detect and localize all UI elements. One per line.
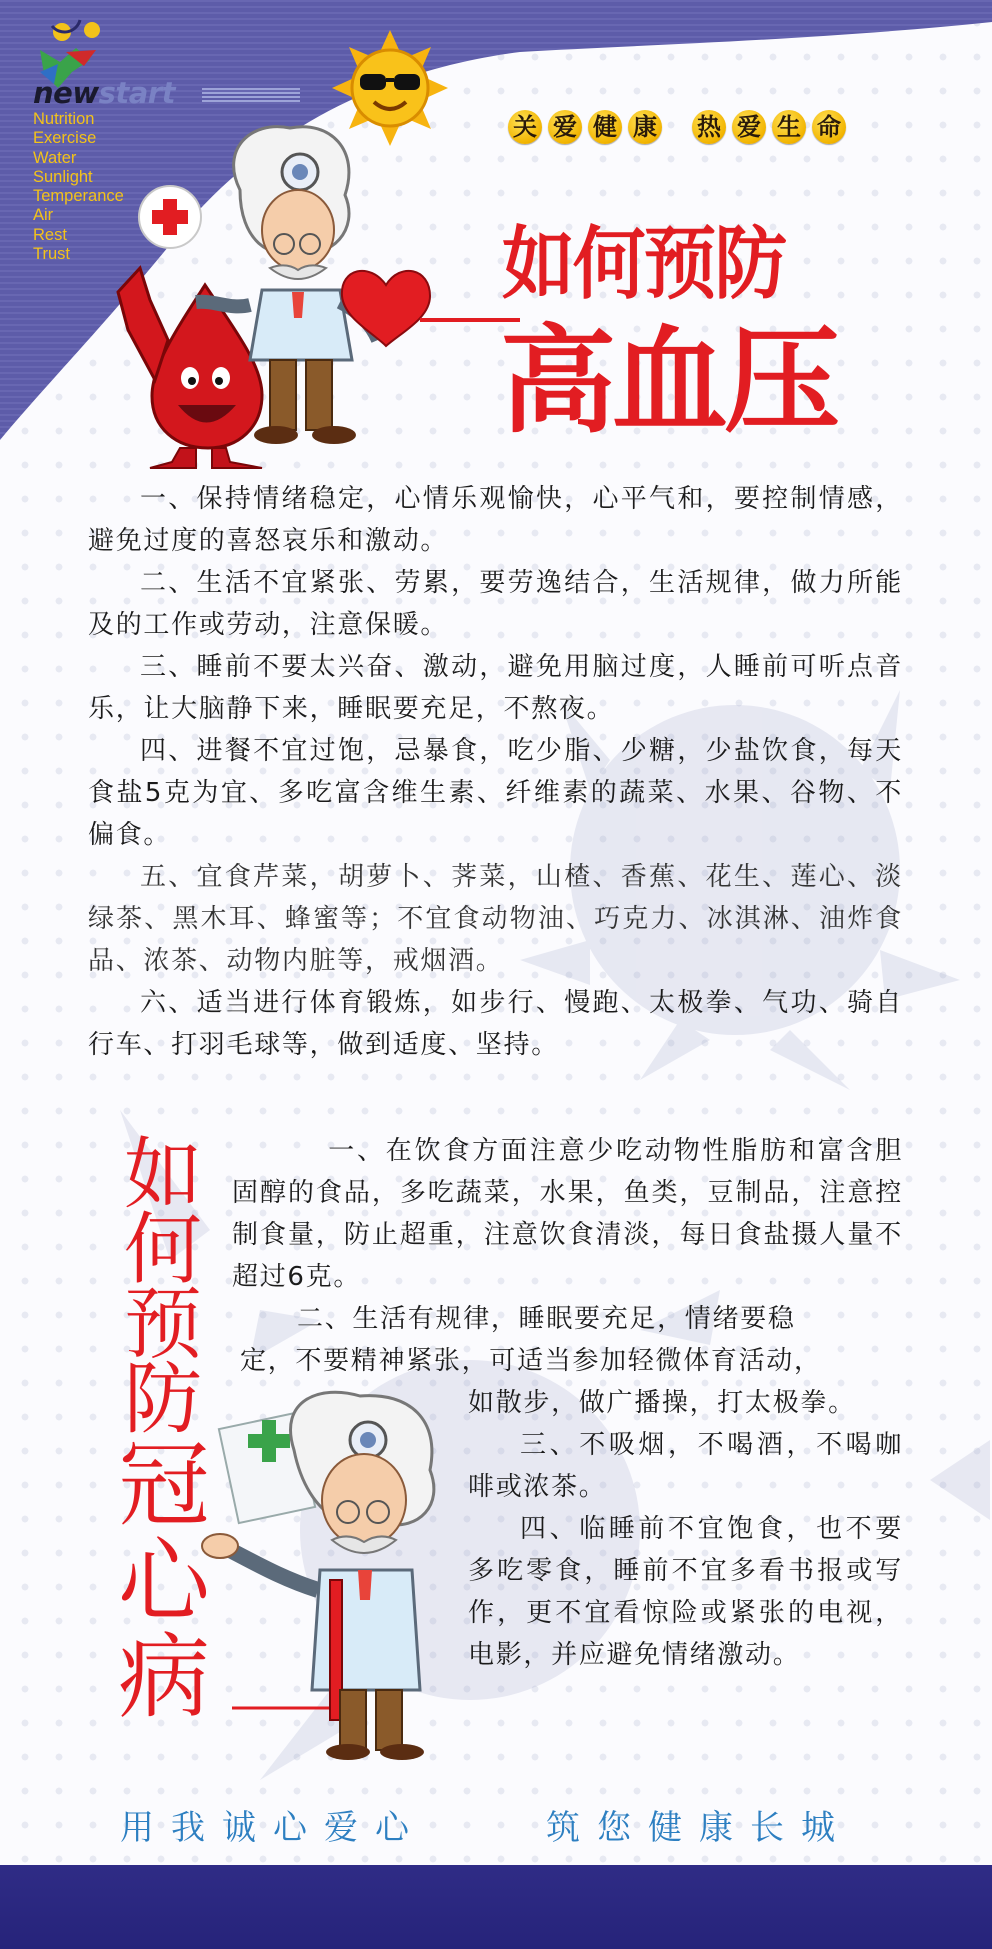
logo-decorative-lines (202, 88, 300, 102)
acronym-item: Exercise (33, 129, 97, 148)
acronym-item: Nutrition (33, 110, 95, 128)
title-char: 病 (118, 1624, 211, 1731)
chd-tip-line: 如散步，做广播操，打太极拳。 (468, 1388, 856, 1418)
hypertension-tips (88, 478, 903, 1066)
slogan-char: 热 (692, 110, 726, 144)
chd-tip-line: 二、生活有规律，睡眠要充足，情绪要稳 (297, 1304, 796, 1334)
acronym-item: Water (33, 148, 77, 167)
chd-tip-paragraph: 一、在饮食方面注意少吃动物性脂肪和富含胆固醇的食品，多吃蔬菜，水果，鱼类，豆制品，注意控制食量，防止超重，注意饮食清淡，每日食盐摄人量不超过6克。 (232, 1136, 903, 1292)
tip-paragraph: 一、保持情绪稳定，心情乐观愉快，心平气和，要控制情感，避免过度的喜怒哀乐和激动。 (88, 484, 903, 556)
slogan-char: 生 (772, 110, 806, 144)
footer-slogan-right: 筑您健康长城 (546, 1808, 852, 1848)
blood-drop-mascot (118, 268, 262, 468)
chd-tip-paragraph: 四、临睡前不宜饱食，也不要多吃零食，睡前不宜多看书报或写作，更不宜看惊险或紧张的电视，电影，并应避免情绪激动。 (468, 1514, 903, 1670)
red-cross-icon (139, 186, 201, 248)
title-char: 心 (118, 1528, 211, 1635)
logo-text-new: new (33, 76, 99, 110)
chd-tip-paragraph: 三、不吸烟，不喝酒，不喝咖啡或浓茶。 (468, 1430, 903, 1502)
slogan-char: 命 (812, 110, 846, 144)
title-char: 冠 (118, 1432, 211, 1539)
title-char: 预 (123, 1280, 202, 1370)
acronym-item: Trust (33, 245, 70, 264)
chd-tips-right (468, 1382, 903, 1676)
slogan-char: 爱 (732, 110, 766, 144)
acronym-item: Temperance (33, 187, 124, 206)
newstart-logo (33, 76, 175, 110)
title-char: 防 (123, 1355, 202, 1445)
title-line-1: 如何预防 (502, 218, 786, 310)
tip-paragraph: 三、睡前不要太兴奋、激动，避免用脑过度，人睡前可听点音乐，让大脑静下来，睡眠要充足，不熬夜。 (88, 652, 903, 724)
chd-tip-line: 定，不要精神紧张，可适当参加轻微体育活动， (240, 1346, 822, 1376)
title-char: 何 (123, 1205, 202, 1295)
chd-tips (232, 1130, 903, 1382)
tip-paragraph: 二、生活不宜紧张、劳累，要劳逸结合，生活规律，做力所能及的工作或劳动，注意保暖。 (88, 568, 903, 640)
sunglasses-sun-icon (332, 30, 448, 146)
logo-text-start: start (98, 76, 175, 110)
tip-paragraph: 四、进餐不宜过饱，忌暴食，吃少脂、少糖，少盐饮食，每天食盐5克为宜、多吃富含维生素、纤维素的蔬菜、水果、谷物、不偏食。 (88, 736, 903, 850)
acronym-item: Air (33, 206, 54, 225)
tip-paragraph: 六、适当进行体育锻炼，如步行、慢跑、太极拳、气功、骑自行车、打羽毛球等，做到适度、坚持。 (88, 988, 903, 1060)
chd-vertical-title (118, 1130, 211, 1731)
newstart-acronym-list (33, 110, 143, 264)
title-char: 如 (123, 1130, 202, 1220)
acronym-item: Sunlight (33, 167, 93, 186)
acronym-item: Rest (33, 225, 67, 244)
title-line-2: 高血压 (500, 314, 836, 449)
slogan-char: 关 (508, 110, 542, 144)
slogan-char: 康 (628, 110, 662, 144)
slogan-char: 健 (588, 110, 622, 144)
bottom-bar (0, 1865, 992, 1949)
footer-slogan-left: 用我诚心爱心 (120, 1808, 426, 1848)
slogan-char: 爱 (548, 110, 582, 144)
tip-paragraph: 五、宜食芹菜，胡萝卜、荠菜，山楂、香蕉、花生、莲心、淡绿茶、黑木耳、蜂蜜等；不宜食动物油、巧克力、冰淇淋、油炸食品、浓茶、动物内脏等，戒烟酒。 (88, 862, 903, 976)
